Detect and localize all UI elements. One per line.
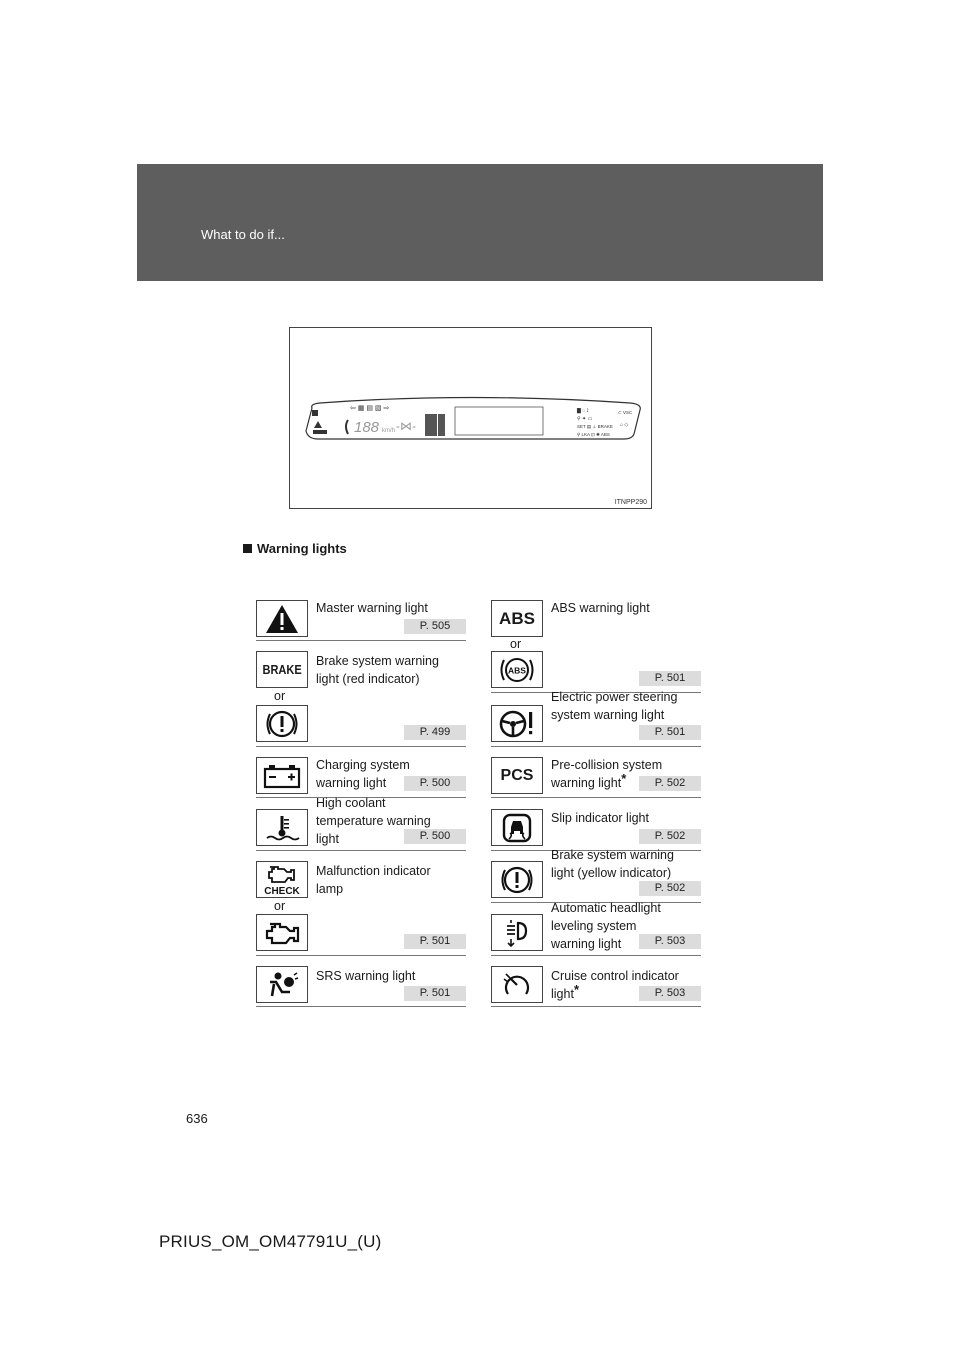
airbag-icon xyxy=(256,966,308,1003)
cruise-page-ref[interactable]: P. 503 xyxy=(639,986,701,1001)
cruise-control-icon xyxy=(491,966,543,1003)
abs-circle-icon xyxy=(491,651,543,688)
svg-text:⚲ LKA ⊡ ✺ ABS: ⚲ LKA ⊡ ✺ ABS xyxy=(577,432,610,437)
brake-text-icon: BRAKE xyxy=(256,651,308,688)
battery-icon xyxy=(256,757,308,794)
chapter-header xyxy=(137,164,823,281)
svg-text:SET ▤ ⊥ BRAKE: SET ▤ ⊥ BRAKE xyxy=(577,424,613,429)
brake-red-label: Brake system warning light (red indicator) xyxy=(316,654,439,686)
or-separator: or xyxy=(510,637,522,651)
or-separator: or xyxy=(274,899,286,913)
abs-text-icon: ABS xyxy=(491,600,543,637)
svg-text:⇦ ▦ ▤ ▧ ⇨: ⇦ ▦ ▤ ▧ ⇨ xyxy=(350,405,390,412)
pcs-text-icon: PCS xyxy=(491,757,543,794)
footnote-asterisk: * xyxy=(573,982,579,997)
instrument-panel-figure xyxy=(289,327,652,509)
eps-page-ref[interactable]: P. 501 xyxy=(639,725,701,740)
svg-text:188: 188 xyxy=(354,419,380,436)
bullet-square-icon xyxy=(243,544,252,553)
master-warning-page-ref[interactable]: P. 505 xyxy=(404,619,466,634)
steering-wheel-warning-icon xyxy=(491,705,543,742)
divider xyxy=(491,955,701,956)
master-warning-label: Master warning light xyxy=(316,601,428,615)
circle-exclamation-icon xyxy=(491,861,543,898)
brake-yellow-label: Brake system warning light (yellow indicator) xyxy=(551,848,674,880)
section-heading xyxy=(243,541,347,556)
or-separator: or xyxy=(274,689,286,703)
svg-text:CHECK: CHECK xyxy=(264,885,300,897)
divider xyxy=(256,746,466,747)
svg-text:km/h: km/h xyxy=(382,428,396,434)
malfunction-label: Malfunction indicator lamp xyxy=(316,864,431,896)
abs-label: ABS warning light xyxy=(551,601,650,615)
charging-page-ref[interactable]: P. 500 xyxy=(404,776,466,791)
svg-text:⚲ ✦ ▭: ⚲ ✦ ▭ xyxy=(577,416,593,422)
coolant-temperature-icon xyxy=(256,809,308,846)
charging-label: Charging system warning light xyxy=(316,758,410,790)
slip-label: Slip indicator light xyxy=(551,811,649,825)
svg-text:⊂ VSC: ⊂ VSC xyxy=(618,410,633,415)
pcs-label: Pre-collision system warning light* xyxy=(551,758,663,790)
footnote-asterisk: * xyxy=(621,771,627,786)
srs-label: SRS warning light xyxy=(316,969,416,983)
eps-label: Electric power steering system warning light xyxy=(551,690,678,722)
divider xyxy=(491,1006,701,1007)
svg-text:ABS: ABS xyxy=(508,665,526,675)
engine-icon xyxy=(256,914,308,951)
check-engine-icon xyxy=(256,861,308,898)
divider xyxy=(491,797,701,798)
cruise-label: Cruise control indicator light* xyxy=(551,969,679,1001)
brake-yellow-page-ref[interactable]: P. 502 xyxy=(639,881,701,896)
section-title: Warning lights xyxy=(257,541,347,556)
brake-red-page-ref[interactable]: P. 499 xyxy=(404,725,466,740)
headlight-leveling-icon xyxy=(491,914,543,951)
coolant-page-ref[interactable]: P. 500 xyxy=(404,829,466,844)
svg-text:⌂ ◇: ⌂ ◇ xyxy=(620,422,629,428)
circle-exclamation-icon xyxy=(256,705,308,742)
page-number: 636 xyxy=(186,1111,208,1126)
divider xyxy=(491,746,701,747)
divider xyxy=(256,850,466,851)
slip-indicator-icon xyxy=(491,809,543,846)
divider xyxy=(256,1006,466,1007)
headlight-page-ref[interactable]: P. 503 xyxy=(639,934,701,949)
instrument-panel-illustration xyxy=(290,328,651,508)
malfunction-page-ref[interactable]: P. 501 xyxy=(404,934,466,949)
master-warning-icon xyxy=(256,600,308,637)
divider xyxy=(256,640,466,641)
svg-text:▇ ◌ ⟟: ▇ ◌ ⟟ xyxy=(577,408,589,414)
chapter-title: What to do if... xyxy=(201,227,285,242)
divider xyxy=(256,955,466,956)
pcs-page-ref[interactable]: P. 502 xyxy=(639,776,701,791)
svg-text:-⋈-: -⋈- xyxy=(396,419,416,433)
abs-page-ref[interactable]: P. 501 xyxy=(639,671,701,686)
srs-page-ref[interactable]: P. 501 xyxy=(404,986,466,1001)
headlight-label: Automatic headlight leveling system warning light xyxy=(551,901,661,951)
coolant-label: High coolant temperature warning light xyxy=(316,796,431,846)
slip-page-ref[interactable]: P. 502 xyxy=(639,829,701,844)
figure-code: ITNPP290 xyxy=(614,499,647,506)
document-id: PRIUS_OM_OM47791U_(U) xyxy=(159,1232,382,1251)
